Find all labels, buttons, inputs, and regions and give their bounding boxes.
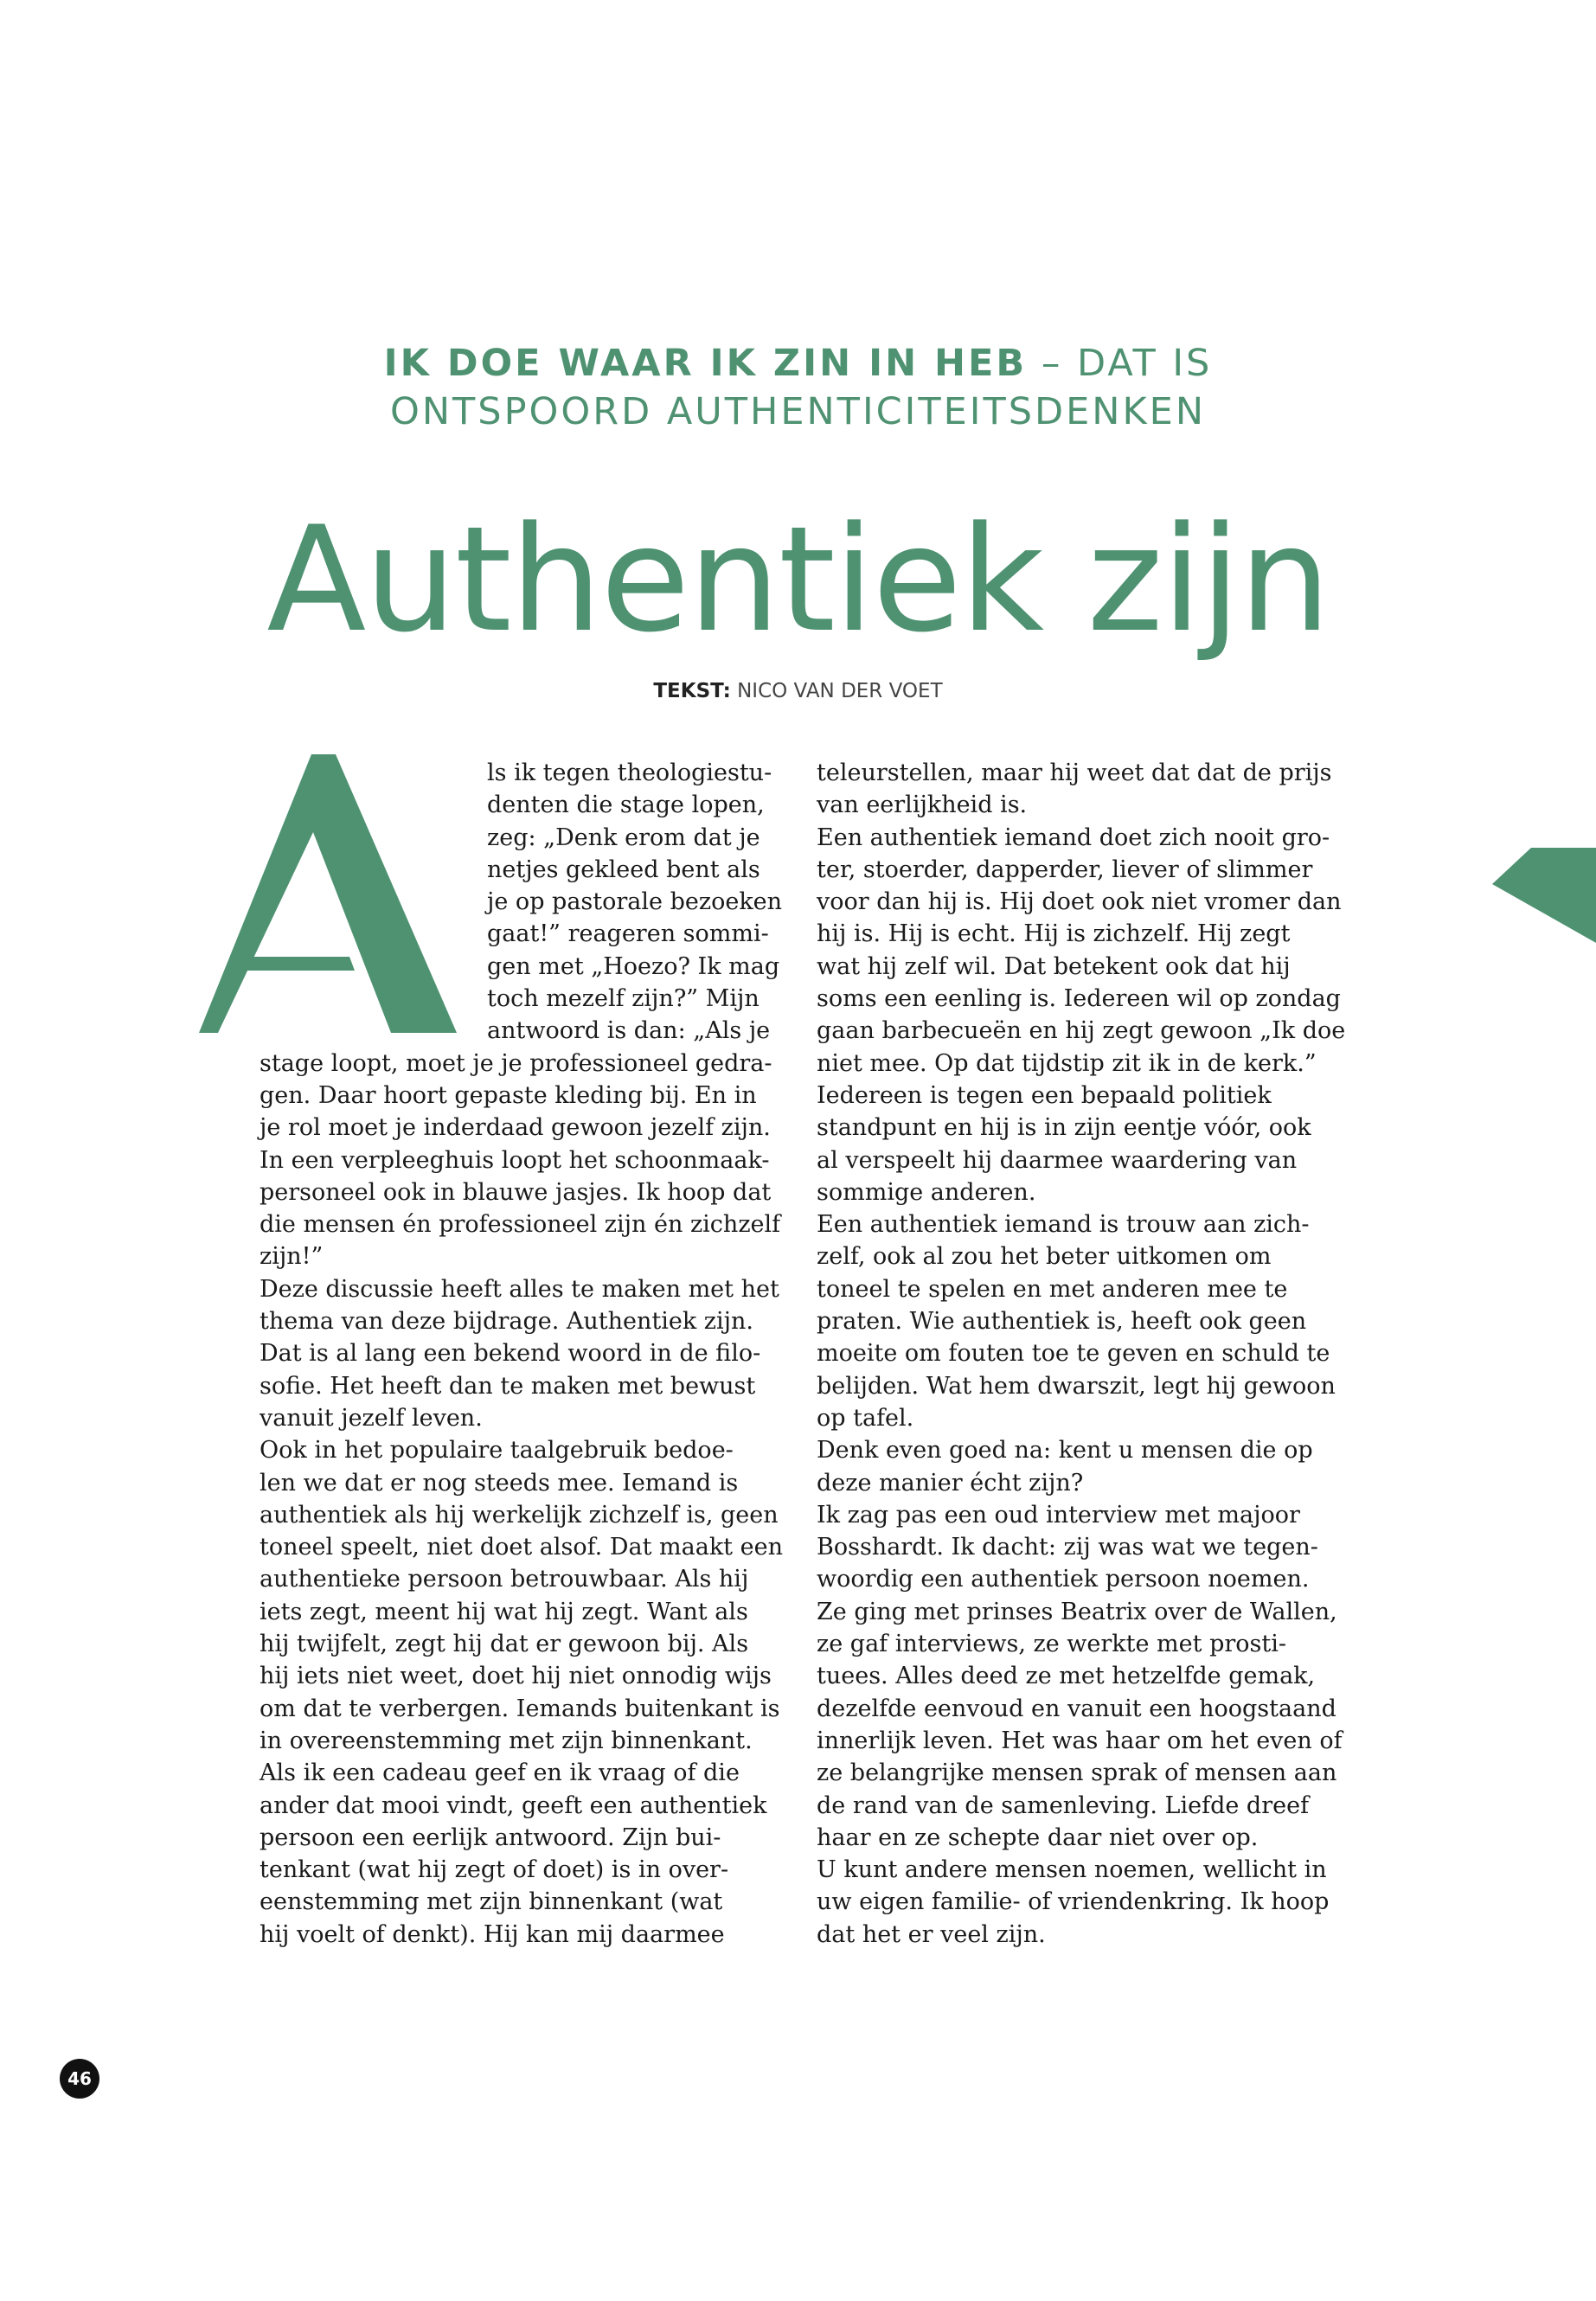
text-line: hij twijfelt, zegt hij dat er gewoon bij. Als [260,1631,749,1658]
text-line: uw eigen familie- of vriendenkring. Ik hoop [817,1888,1330,1916]
text-line: Als ik een cadeau geef en ik vraag of die [260,1759,740,1787]
text-line: gaan barbecueën en hij zegt gewoon „Ik doe [817,1017,1346,1045]
text-line: gen met „Hoezo? Ik mag [487,952,780,980]
text-line: praten. Wie authentiek is, heeft ook geen [817,1308,1307,1336]
text-line: sommige anderen. [817,1178,1036,1206]
text-line: toneel speelt, niet doet alsof. Dat maakt een [260,1534,783,1561]
kicker [0,339,1596,436]
text-line: tuees. Alles deed ze met hetzelfde gemak, [817,1663,1316,1690]
text-line: dat het er veel zijn. [817,1920,1046,1948]
text-line: de rand van de samenleving. Liefde dreef [817,1791,1310,1819]
text-line: moeite om fouten toe te geven en schuld te [817,1340,1330,1368]
text-line: authentiek als hij werkelijk zichzelf is, geen [260,1501,779,1529]
text-line: om dat te verbergen. Iemands buitenkant is [260,1695,780,1722]
text-line: hij iets niet weet, doet hij niet onnodig wijs [260,1663,772,1690]
text-line: standpunt en hij is in zijn eentje vóór, ook [817,1114,1311,1142]
text-line: Een authentiek iemand doet zich nooit gro- [817,824,1330,851]
text-line: gaat!” reageren sommi- [487,920,769,948]
text-line: In een verpleeghuis loopt het schoonmaak- [260,1146,770,1174]
text-line: Dat is al lang een bekend woord in de filo- [260,1340,761,1368]
text-line: Bosshardt. Ik dacht: zij was wat we tegen- [817,1534,1318,1561]
text-line: vanuit jezelf leven. [260,1404,483,1432]
text-line: stage loopt, moet je je professioneel gedra- [260,1049,772,1077]
text-line: personeel ook in blauwe jasjes. Ik hoop dat [260,1178,772,1206]
text-line: hij voelt of denkt). Hij kan mij daarmee [260,1920,725,1948]
kicker-light-1: – DAT IS [1041,342,1213,385]
text-line: van eerlijkheid is. [817,792,1028,819]
text-line: haar en ze schepte daar niet over op. [817,1823,1259,1851]
text-line: Ze ging met prinses Beatrix over de Wallen, [817,1598,1337,1625]
text-line: je rol moet je inderdaad gewoon jezelf zijn. [260,1114,771,1142]
text-line: antwoord is dan: „Als je [487,1017,771,1045]
text-line: Een authentiek iemand is trouw aan zich- [817,1211,1310,1239]
kicker-line-2: ONTSPOORD AUTHENTICITEITSDENKEN [390,390,1206,433]
text-line: ter, stoerder, dapperder, liever of slimmer [817,856,1313,883]
text-line: Ook in het populaire taalgebruik bedoe- [260,1437,734,1465]
text-line: ander dat mooi vindt, geeft een authentiek [260,1791,767,1819]
text-line: teleurstellen, maar hij weet dat dat de prijs [817,760,1332,786]
kicker-bold: IK DOE WAAR IK ZIN IN HEB [383,342,1028,385]
article-column-left [260,757,813,1951]
byline-author: NICO VAN DER VOET [737,680,943,702]
text-line: ze gaf interviews, ze werkte met prosti- [817,1631,1286,1658]
text-line: Denk even goed na: kent u mensen die op [817,1437,1313,1465]
text-line: authentieke persoon betrouwbaar. Als hij [260,1566,749,1593]
text-line: al verspeelt hij daarmee waardering van [817,1146,1298,1174]
text-line: toneel te spelen en met anderen mee te [817,1275,1288,1303]
text-line: hij is. Hij is echt. Hij is zichzelf. Hij zegt [817,920,1291,948]
text-line: eenstemming met zijn binnenkant (wat [260,1888,723,1916]
text-line: denten die stage lopen, [487,792,765,819]
text-line: je op pastorale bezoeken [487,888,783,916]
text-line: die mensen én professioneel zijn én zichzelf [260,1211,781,1239]
text-line: sofie. Het heeft dan te maken met bewust [260,1372,756,1400]
text-line: op tafel. [817,1404,914,1432]
text-line: innerlijk leven. Het was haar om het even of [817,1727,1343,1754]
text-line: gen. Daar hoort gepaste kleding bij. En in [260,1081,757,1109]
text-line: soms een eenling is. Iedereen wil op zondag [817,985,1341,1013]
text-line: in overeenstemming met zijn binnenkant. [260,1727,753,1754]
text-line: len we dat er nog steeds mee. Iemand is [260,1469,739,1497]
text-line: Ik zag pas een oud interview met majoor [817,1501,1300,1529]
dropcap-letter: A [192,754,193,755]
kicker-line-1 [0,339,1596,388]
text-line: ze belangrijke mensen sprak of mensen aan [817,1759,1337,1787]
byline-label: TEKST: [653,680,731,702]
text-line: zelf, ook al zou het beter uitkomen om [817,1243,1272,1271]
text-line: voor dan hij is. Hij doet ook niet vromer dan [817,888,1342,916]
text-line: zeg: „Denk erom dat je [487,824,760,851]
text-line: belijden. Wat hem dwarszit, legt hij gewoon [817,1372,1336,1400]
text-line: thema van deze bijdrage. Authentiek zijn. [260,1308,753,1336]
text-line: Iedereen is tegen een bepaald politiek [817,1081,1272,1109]
text-line: iets zegt, meent hij wat hij zegt. Want als [260,1598,748,1625]
page-number: 46 [60,2059,99,2099]
corner-arrow-icon [1492,848,1596,943]
text-line: tenkant (wat hij zegt of doet) is in over- [260,1856,729,1884]
article-column-right [817,757,1370,1951]
text-line: woordig een authentiek persoon noemen. [817,1566,1310,1593]
text-line: zijn!” [260,1243,324,1271]
text-line: toch mezelf zijn?” Mijn [487,985,760,1013]
text-line: ls ik tegen theologiestu- [487,760,772,786]
text-line: Deze discussie heeft alles te maken met het [260,1275,779,1303]
byline [0,680,1596,702]
text-line: niet mee. Op dat tijdstip zit ik in de kerk.” [817,1049,1317,1077]
text-line: netjes gekleed bent als [487,856,760,883]
text-line: dezelfde eenvoud en vanuit een hoogstaand [817,1695,1336,1722]
text-line: wat hij zelf wil. Dat betekent ook dat hij [817,952,1291,980]
article-title: Authentiek zijn [266,495,1330,664]
text-line: deze manier écht zijn? [817,1469,1084,1497]
text-line: persoon een eerlijk antwoord. Zijn bui- [260,1823,721,1851]
text-line: U kunt andere mensen noemen, wellicht in [817,1856,1327,1884]
